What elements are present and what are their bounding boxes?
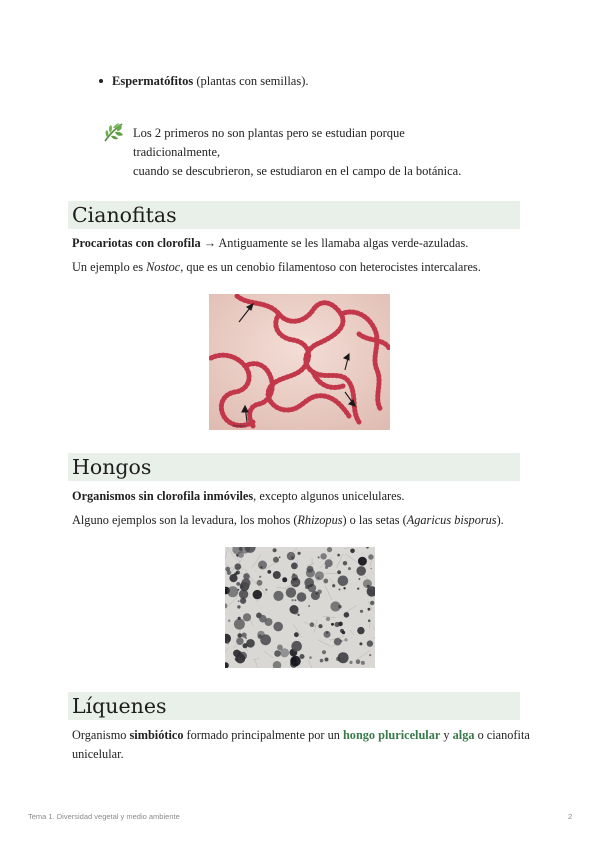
italic-text: Rhizopus (297, 513, 343, 527)
leaf-icon (102, 120, 126, 144)
note-line-2: cuando se descubrieron, se estudiaron en el campo de la botánica. (133, 164, 462, 178)
cianofitas-paragraph-2 (72, 258, 532, 277)
bold-text: simbiótico (129, 728, 184, 742)
italic-text: Nostoc (146, 260, 181, 274)
footer-title: Tema 1. Diversidad vegetal y medio ambiente (28, 812, 180, 821)
nostoc-image (209, 294, 390, 430)
note-text (133, 124, 493, 181)
section-heading-liquenes: Líquenes (68, 692, 520, 720)
paragraph-text: Alguno ejemplos son la levadura, los mohos ( (72, 513, 298, 527)
hongos-paragraph-1 (72, 487, 532, 506)
italic-text: Agaricus bisporus (406, 513, 497, 527)
cianofitas-paragraph-1 (72, 234, 532, 253)
nostoc-micrograph (209, 294, 390, 430)
paragraph-text: Antiguamente se les llamaba algas verde-azuladas. (218, 236, 469, 250)
paragraph-text: Un ejemplo es (72, 260, 147, 274)
list-item-bold: Espermatófitos (112, 74, 194, 88)
image-caption: Nostoc (233, 423, 246, 428)
note-line-1: Los 2 primeros no son plantas pero se estudian porque tradicionalmente, (133, 126, 405, 159)
paragraph-text: y (440, 728, 453, 742)
list-item (96, 72, 309, 90)
liquenes-paragraph (72, 726, 532, 764)
paragraph-text: o cianofita (474, 728, 530, 742)
bold-text: Organismos sin clorofila inmóviles (72, 489, 254, 503)
highlight-text: hongo pluricelular (342, 728, 441, 742)
section-heading-cianofitas: Cianofitas (68, 201, 520, 229)
highlight-text: alga (452, 728, 475, 742)
page-number: 2 (568, 812, 573, 821)
paragraph-text: ) o las setas ( (342, 513, 407, 527)
mold-micrograph (225, 547, 375, 668)
paragraph-text: Organismo (72, 728, 130, 742)
mold-image (225, 547, 375, 668)
paragraph-text: , que es un cenobio filamentoso con heterocistes intercalares. (180, 260, 481, 274)
arrow-text: → (200, 236, 219, 250)
bold-text: Procariotas con clorofila (72, 236, 201, 250)
hongos-paragraph-2 (72, 511, 532, 530)
bullet-list (96, 72, 309, 90)
paragraph-text: ). (496, 513, 504, 527)
paragraph-text: , excepto algunos unicelulares. (253, 489, 405, 503)
paragraph-text: unicelular. (72, 747, 124, 761)
list-item-text: (plantas con semillas). (193, 74, 309, 88)
section-heading-hongos: Hongos (68, 453, 520, 481)
paragraph-text: formado principalmente por un (183, 728, 343, 742)
